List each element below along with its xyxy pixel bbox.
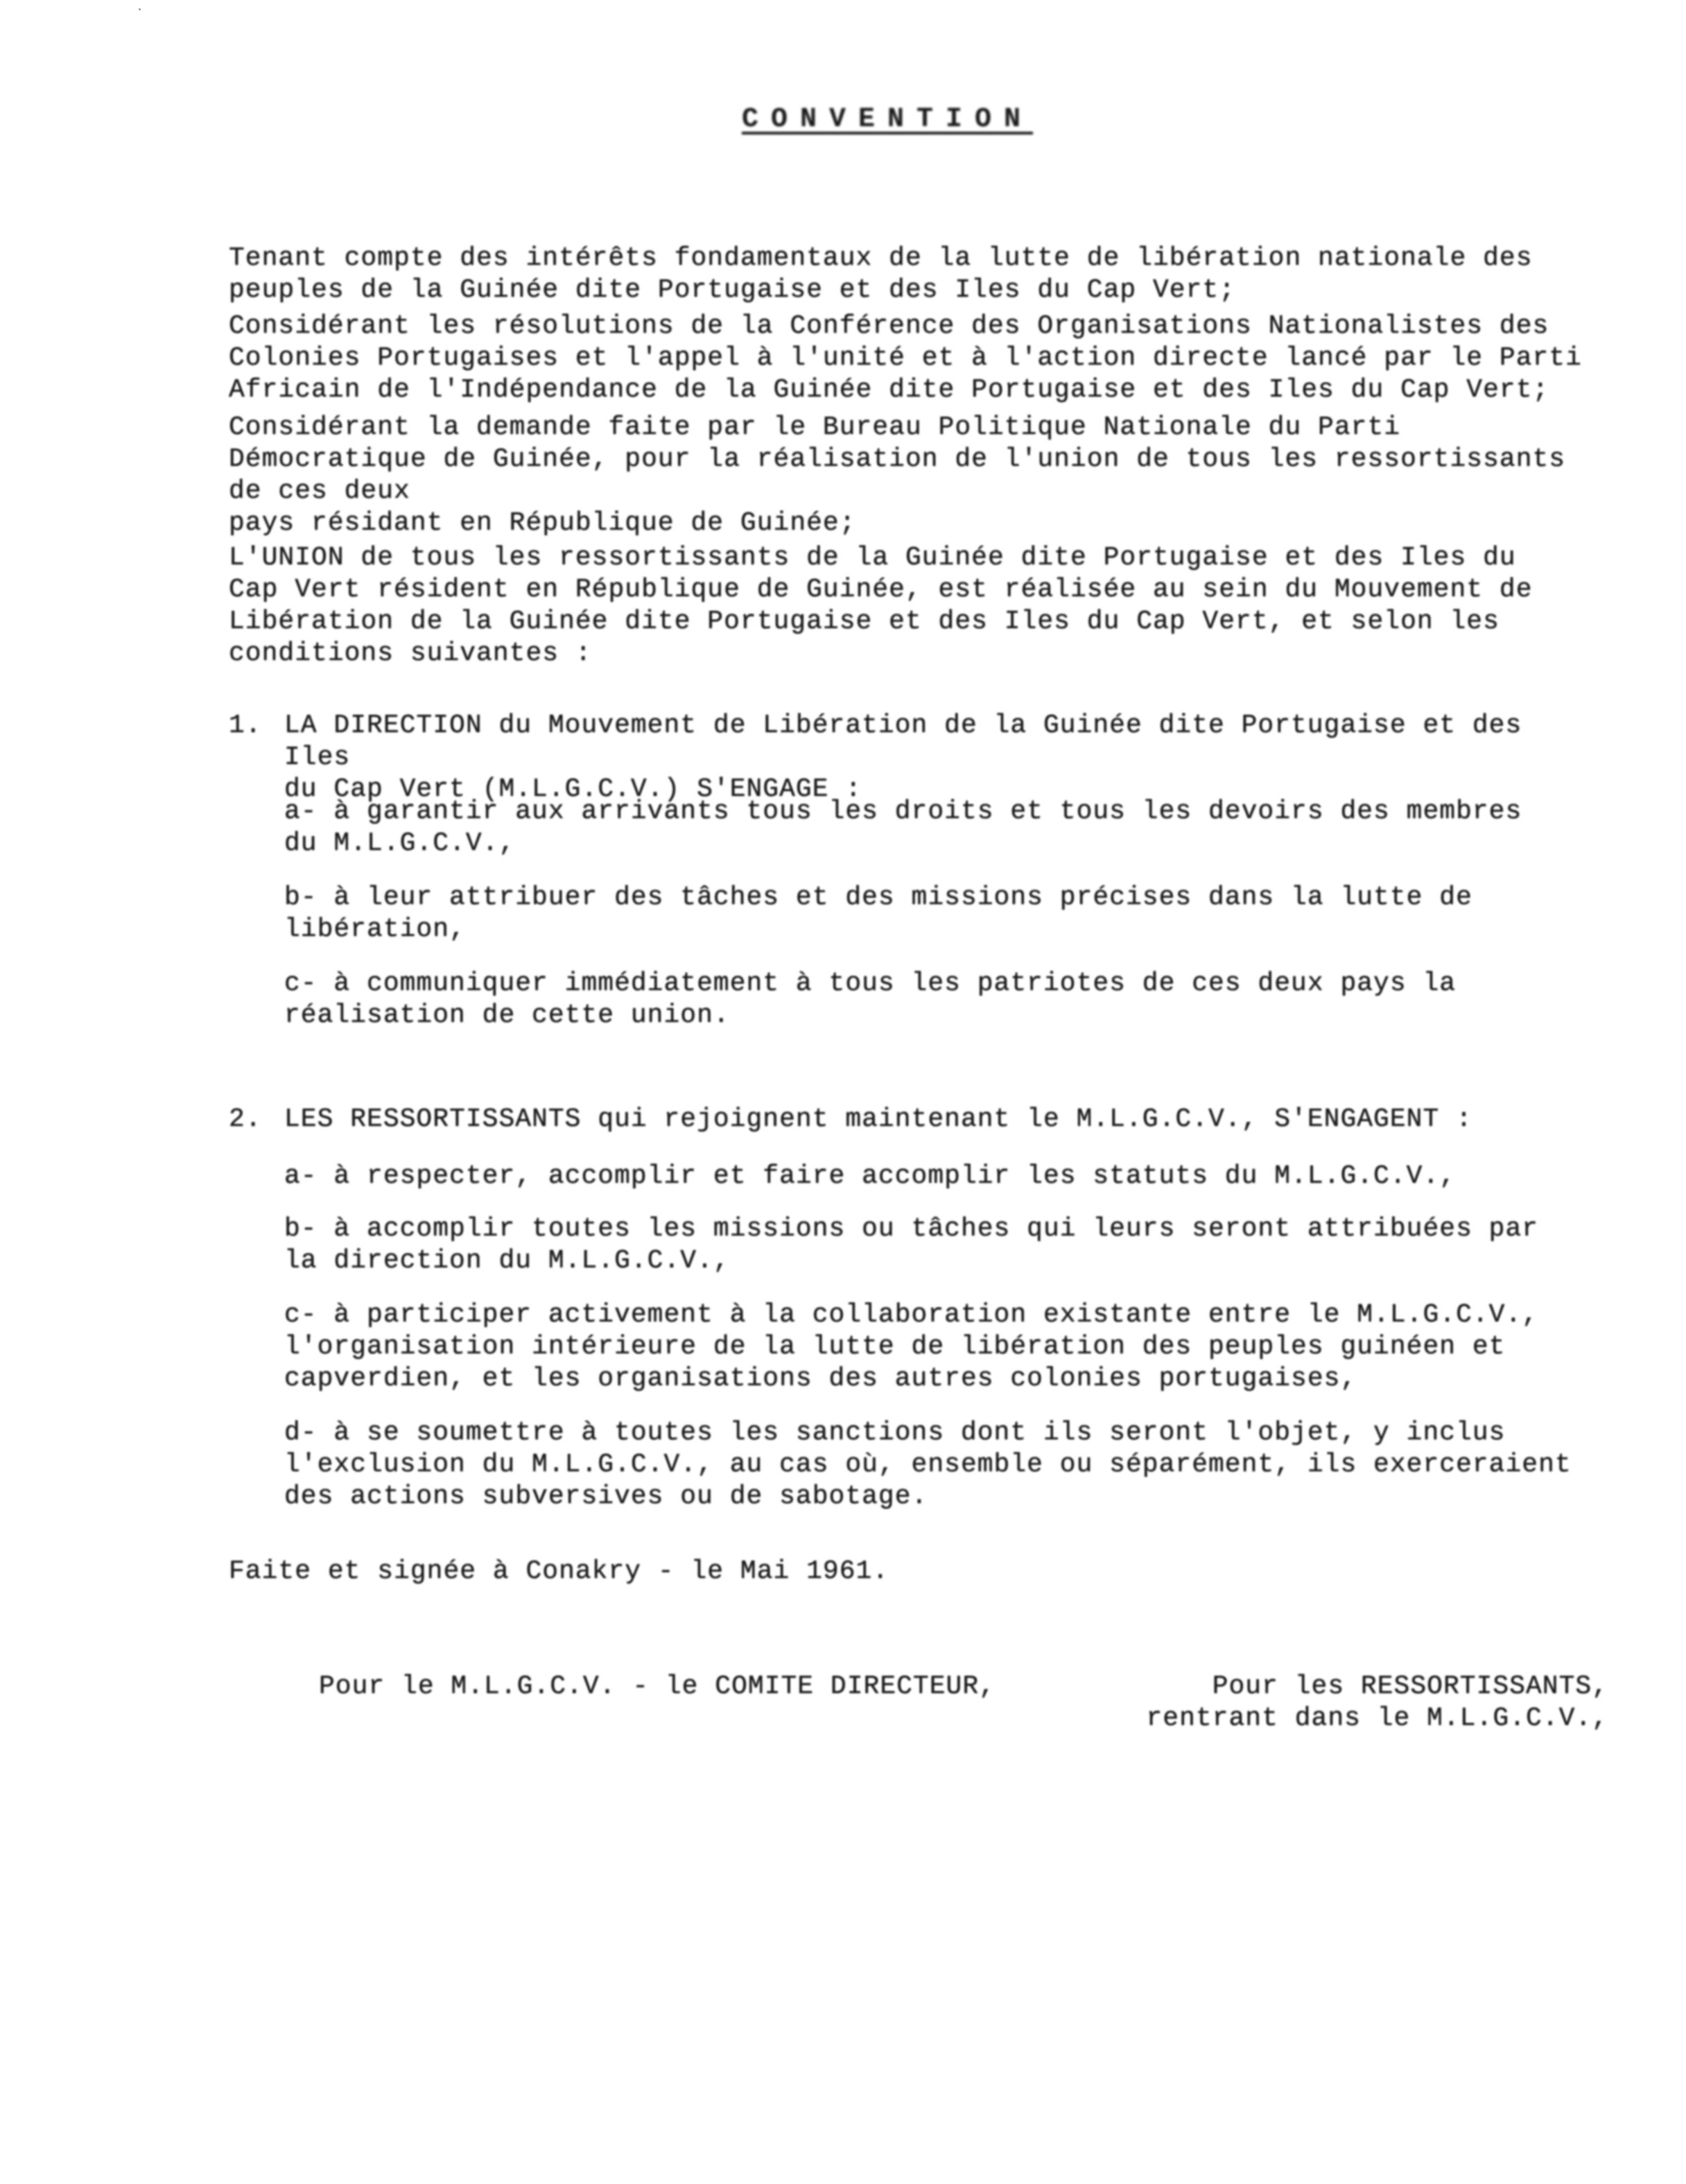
item-1-subitem-a: a- à garantir aux arrivants tous les droits et tous les devoirs des membres du M.L.G.C.V.,: [284, 797, 1522, 858]
union-paragraph: L'UNION de tous les ressortissants de la Guinée dite Portugaise et des Iles du Cap Vert résident en République de Guinée, est réalisée au sein du Mouvement de Libération de la Guinée dite Portugaise et des Iles du Cap Vert, et selon les conditions suivantes :: [229, 543, 1533, 668]
scan-speck: [139, 8, 141, 10]
item-2-subitem-b: b- à accomplir toutes les missions ou tâches qui leurs seront attribuées par la direction du M.L.G.C.V.,: [284, 1214, 1539, 1276]
item-1-number: 1.: [229, 711, 262, 740]
preamble-paragraph-2: Considérant les résolutions de la Conférence des Organisations Nationalistes des Colonies Portugaises et l'appel à l'unité et à l'action directe lancé par le Parti Africain de l'Indépendance de la Guinée dite Portugaise et des Iles du Cap Vert;: [229, 311, 1582, 405]
item-2-subitem-c: c- à participer activement à la collaboration existante entre le M.L.G.C.V., l'organisation intérieure de la lutte de libération des peuples guinéen et capverdien, et les organisations des autres colonies portugaises,: [284, 1300, 1539, 1394]
item-2-number: 2.: [229, 1104, 262, 1134]
item-2-heading: LES RESSORTISSANTS qui rejoignent maintenant le M.L.G.C.V., S'ENGAGENT :: [284, 1104, 1472, 1134]
preamble-paragraph-3: Considérant la demande faite par le Bureau Politique Nationale du Parti Démocratique de Guinée, pour la réalisation de l'union de tous les ressortissants de ces deux pays résidant en République de Guinée;: [229, 413, 1566, 538]
closing-date-line: Faite et signée à Conakry - le Mai 1961.: [229, 1557, 889, 1586]
item-2-subitem-d: d- à se soumettre à toutes les sanctions dont ils seront l'objet, y inclus l'exclusion du M.L.G.C.V., au cas où, ensemble ou séparément, ils exerceraient des actions subversives ou de sabotage.: [284, 1418, 1572, 1511]
item-1-subitem-b: b- à leur attribuer des tâches et des missions précises dans la lutte de libération,: [284, 883, 1472, 944]
document-title: CONVENTION: [741, 104, 1034, 135]
preamble-paragraph-1: Tenant compte des intérêts fondamentaux de la lutte de libération nationale des peuples de la Guinée dite Portugaise et des Iles du Cap Vert;: [229, 243, 1533, 305]
signature-left: Pour le M.L.G.C.V. - le COMITE DIRECTEUR,: [319, 1672, 996, 1701]
item-1-heading: LA DIRECTION du Mouvement de Libération de la Guinée dite Portugaise et des Iles du Cap Vert (M.L.G.C.V.) S'ENGAGE :: [284, 711, 1522, 804]
item-1-subitem-c: c- à communiquer immédiatement à tous les patriotes de ces deux pays la réalisation de cette union.: [284, 969, 1457, 1030]
item-2-subitem-a: a- à respecter, accomplir et faire accomplir les statuts du M.L.G.C.V.,: [284, 1161, 1457, 1191]
signature-right: Pour les RESSORTISSANTS, rentrant dans le M.L.G.C.V.,: [1146, 1672, 1608, 1733]
